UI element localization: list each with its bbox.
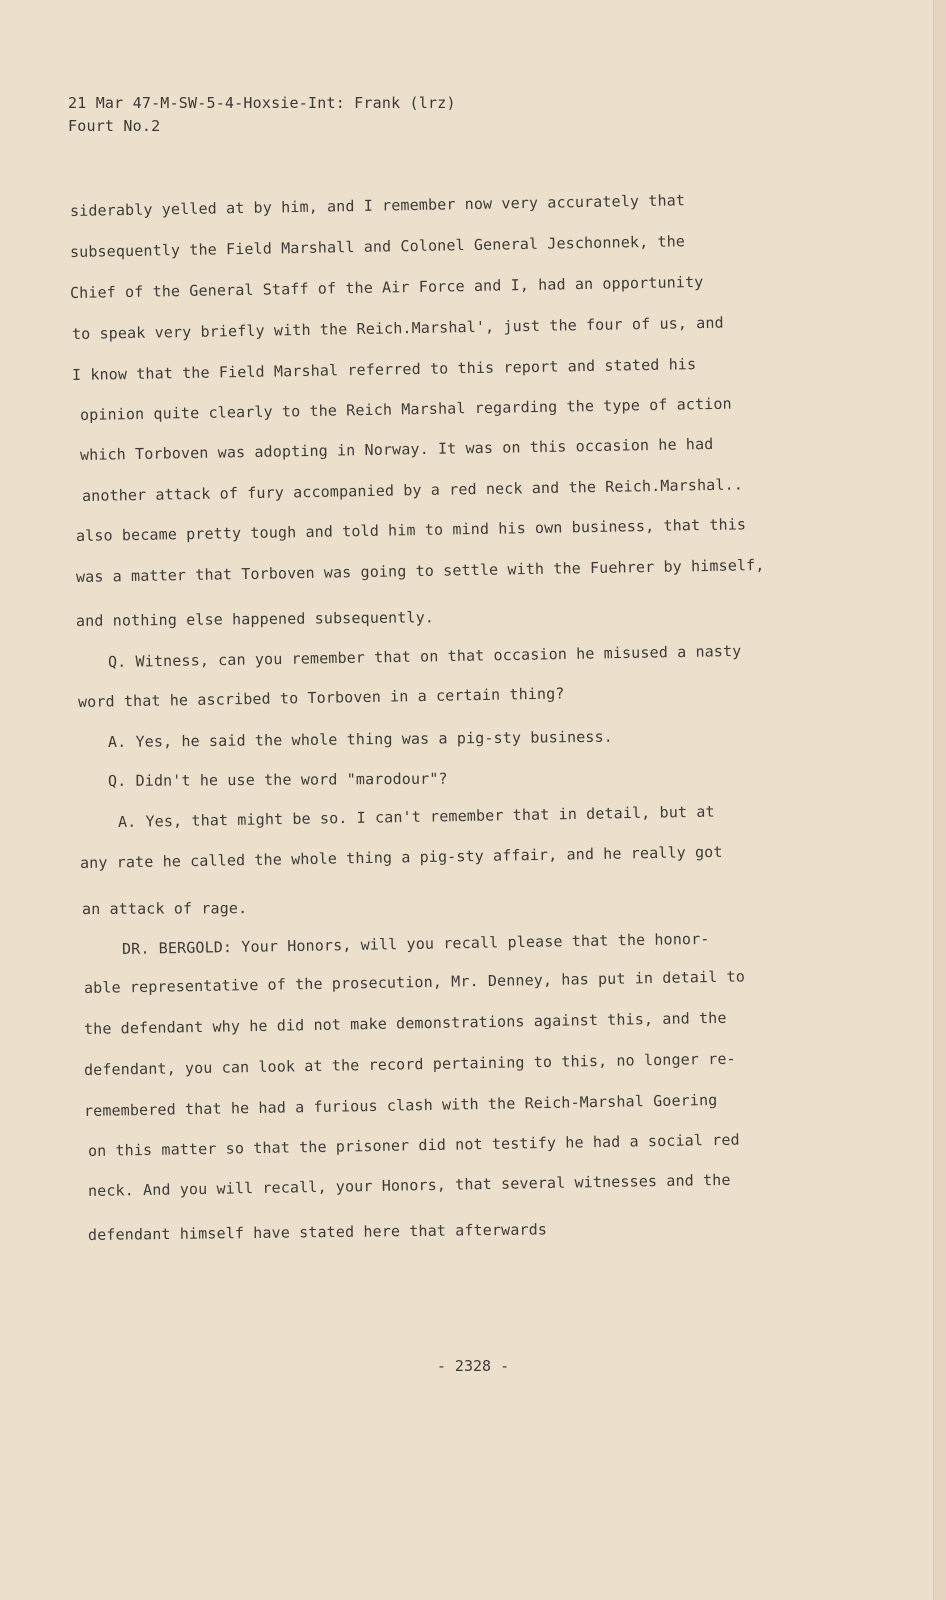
text-line: subsequently the Field Marshall and Colonel General Jeschonnek, the [69,232,686,261]
text-line: on this matter so that the prisoner did not testify he had a social red [87,1130,740,1160]
header-reference: 21 Mar 47-M-SW-5-4-Hoxsie-Int: Frank (lrz) [68,94,456,112]
text-line: Q. Didn't he use the word "marodour"? [107,769,448,790]
text-line: A. Yes, he said the whole thing was a pig-sty business. [107,727,614,751]
text-line: Chief of the General Staff of the Air Force and I, had an opportunity [69,272,704,302]
text-line: Q. Witness, can you remember that on that occasion he misused a nasty [107,641,742,671]
text-line: A. Yes, that might be so. I can't remember that in detail, but at [117,802,715,831]
text-line: opinion quite clearly to the Reich Marshal regarding the type of action [79,394,732,424]
text-line: remembered that he had a furious clash with the Reich-Marshal Goering [83,1090,718,1120]
text-line: neck. And you will recall, your Honors, that several witnesses and the [87,1170,731,1200]
text-line: I know that the Field Marshal referred to this report and stated his [71,355,697,384]
text-line: also became pretty tough and told him to mind his own business, that this [75,515,747,545]
header-court: Fourt No.2 [68,117,161,135]
text-line: any rate he called the whole thing a pig-sty affair, and he really got [79,842,723,872]
text-line: defendant himself have stated here that afterwards [87,1220,548,1244]
text-line: able representative of the prosecution, Mr. Denney, has put in detail to [83,967,746,997]
text-line: to speak very briefly with the Reich.Marshal', just the four of us, and [71,313,724,343]
document-header [68,92,456,138]
text-line: was a matter that Torboven was going to settle with the Fuehrer by himself, [75,555,765,586]
text-line: defendant, you can look at the record pertaining to this, no longer re- [83,1049,736,1079]
text-line: word that he ascribed to Torboven in a certain thing? [77,684,565,711]
text-line: an attack of rage. [81,899,248,918]
text-line: the defendant why he did not make demonstrations against this, and the [83,1008,727,1038]
text-line: which Torboven was adopting in Norway. It was on this occasion he had [79,434,714,464]
page-number: - 2328 - [436,1357,510,1375]
text-line: siderably yelled at by him, and I remember now very accurately that [69,191,686,220]
text-line: and nothing else happened subsequently. [75,608,435,630]
text-line: DR. BERGOLD: Your Honors, will you recall please that the honor- [121,929,710,958]
text-line: another attack of fury accompanied by a red neck and the Reich.Marshal.. [81,475,744,505]
